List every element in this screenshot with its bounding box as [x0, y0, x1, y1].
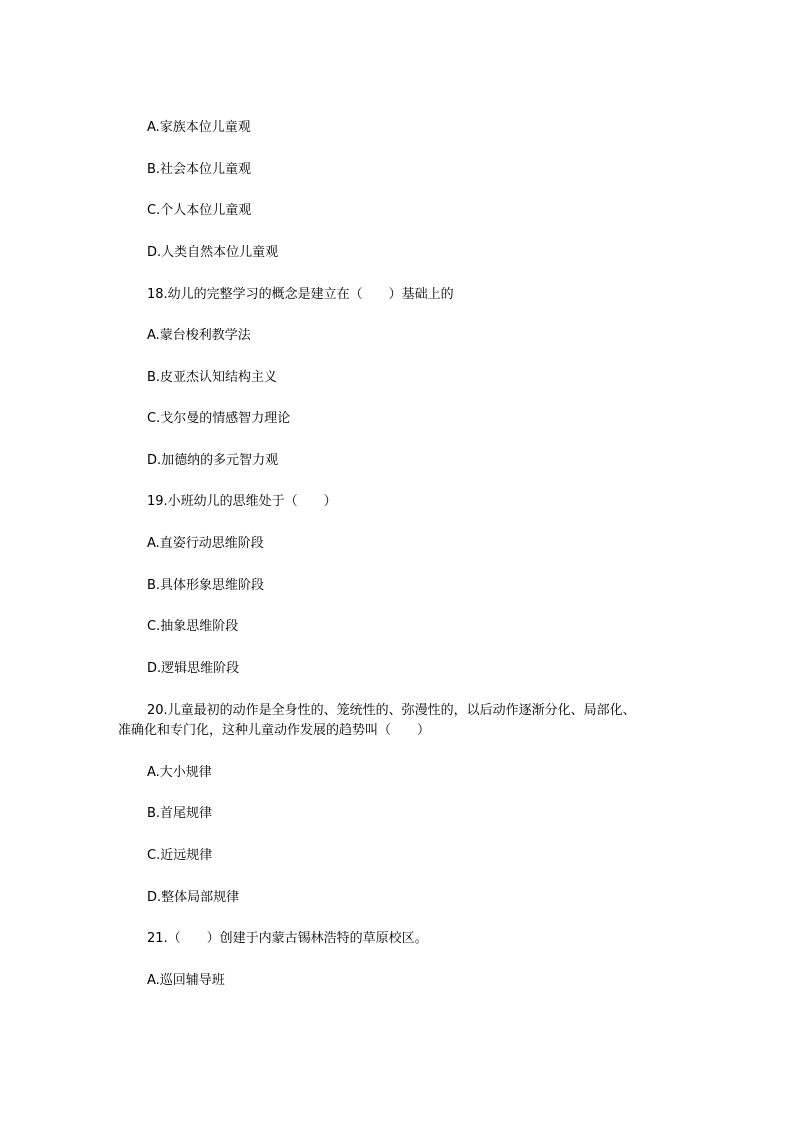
q17-option-b: B.社会本位儿童观	[147, 162, 252, 177]
q20-option-b: B.首尾规律	[147, 806, 213, 821]
q21-option-a: A.巡回辅导班	[147, 973, 225, 988]
q19-option-c: C.抽象思维阶段	[147, 619, 239, 634]
q19-option-a: A.直姿行动思维阶段	[147, 536, 264, 551]
question-21: 21.（ ）创建于内蒙古锡林浩特的草原校区。	[147, 931, 428, 946]
question-18: 18.幼儿的完整学习的概念是建立在（ ）基础上的	[147, 287, 454, 302]
q20-option-d: D.整体局部规律	[147, 890, 240, 905]
q18-option-b: B.皮亚杰认知结构主义	[147, 370, 278, 385]
q18-option-d: D.加德纳的多元智力观	[147, 453, 279, 468]
q20-option-a: A.大小规律	[147, 765, 212, 780]
q18-option-a: A.蒙台梭利教学法	[147, 328, 251, 343]
q17-option-d: D.人类自然本位儿童观	[147, 245, 279, 260]
q20-option-c: C.近远规律	[147, 848, 213, 863]
q19-option-b: B.具体形象思维阶段	[147, 578, 265, 593]
question-20-line-2: 准确化和专门化，这种儿童动作发展的趋势叫（ ）	[118, 723, 431, 738]
q17-option-c: C.个人本位儿童观	[147, 203, 252, 218]
q18-option-c: C.戈尔曼的情感智力理论	[147, 411, 291, 426]
q19-option-d: D.逻辑思维阶段	[147, 661, 240, 676]
question-19: 19.小班幼儿的思维处于（ ）	[147, 494, 337, 509]
question-20-line-1: 20.儿童最初的动作是全身性的、笼统性的、弥漫性的，以后动作逐渐分化、局部化、	[147, 703, 636, 718]
q17-option-a: A.家族本位儿童观	[147, 120, 251, 135]
